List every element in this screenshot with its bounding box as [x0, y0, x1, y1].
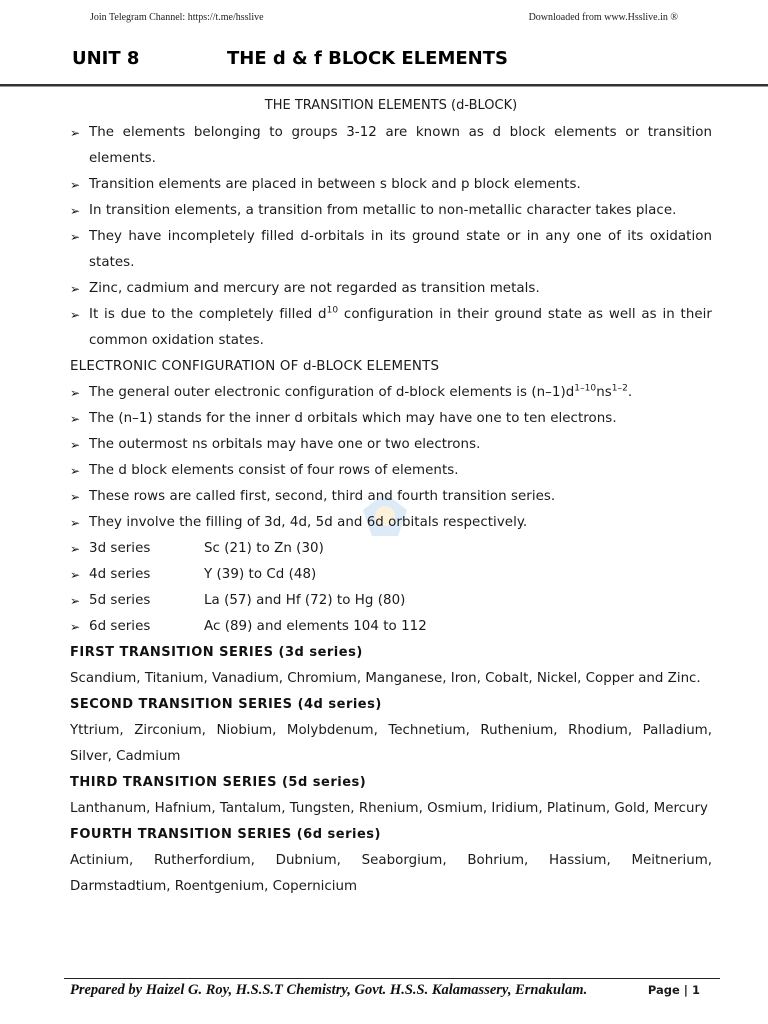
arrow-bullet-icon: ➢ [70, 178, 81, 192]
fourth-series-elements: Actinium, Rutherfordium, Dubnium, Seaborgium, Bohrium, Hassium, Meitnerium, Darmstadtium, Roentgenium, Copernicium [70, 853, 712, 894]
arrow-bullet-icon: ➢ [70, 282, 81, 296]
fourth-series-heading: FOURTH TRANSITION SERIES (6d series) [70, 827, 381, 842]
arrow-bullet-icon: ➢ [70, 568, 81, 582]
arrow-bullet-icon: ➢ [70, 204, 81, 218]
arrow-bullet-icon: ➢ [70, 438, 81, 452]
configuration-list [70, 380, 712, 640]
series-row-4d: ➢ 4d series Y (39) to Cd (48) [70, 562, 712, 588]
arrow-bullet-icon: ➢ [70, 542, 81, 556]
third-series-elements: Lanthanum, Hafnium, Tantalum, Tungsten, Rhenium, Osmium, Iridium, Platinum, Gold, Mercury [70, 801, 708, 816]
arrow-bullet-icon: ➢ [70, 308, 81, 322]
list-item: ➢ It is due to the completely filled $d^{10}$ configuration in their ground state as well as in their common oxidation states. [70, 302, 712, 354]
first-series-heading: FIRST TRANSITION SERIES (3d series) [70, 645, 363, 660]
list-item: ➢ Zinc, cadmium and mercury are not regarded as transition metals. [70, 276, 712, 302]
top-bar [90, 12, 678, 23]
list-item: ➢ The general outer electronic configuration of d-block elements is $(n-1)d^{1-10}ns^{1-2}$. [70, 380, 712, 406]
second-series-elements: Yttrium, Zirconium, Niobium, Molybdenum, Technetium, Ruthenium, Rhodium, Palladium, Silver, Cadmium [70, 723, 712, 764]
list-item: ➢ In transition elements, a transition from metallic to non-metallic character takes place. [70, 198, 712, 224]
list-item: ➢ Transition elements are placed in between s block and p block elements. [70, 172, 712, 198]
unit-number: UNIT 8 [72, 48, 140, 69]
telegram-link-text[interactable]: Join Telegram Channel: https://t.me/hsslive [90, 12, 264, 23]
series-row-6d: ➢ 6d series Ac (89) and elements 104 to 112 [70, 614, 712, 640]
arrow-bullet-icon: ➢ [70, 620, 81, 634]
download-source-text[interactable]: Downloaded from www.Hsslive.in ® [528, 12, 678, 23]
list-item: ➢ The (n–1) stands for the inner d orbitals which may have one to ten electrons. [70, 406, 712, 432]
arrow-bullet-icon: ➢ [70, 230, 81, 244]
arrow-bullet-icon: ➢ [70, 464, 81, 478]
list-item: ➢ They have incompletely filled d-orbitals in its ground state or in any one of its oxidation states. [70, 224, 712, 276]
unit-title: THE d & f BLOCK ELEMENTS [227, 48, 508, 69]
list-item: ➢ The d block elements consist of four rows of elements. [70, 458, 712, 484]
series-row-3d: ➢ 3d series Sc (21) to Zn (30) [70, 536, 712, 562]
page-number: Page | 1 [647, 983, 700, 997]
arrow-bullet-icon: ➢ [70, 412, 81, 426]
transition-elements-list [70, 120, 712, 354]
arrow-bullet-icon: ➢ [70, 594, 81, 608]
section-title-electronic-configuration: ELECTRONIC CONFIGURATION OF d-BLOCK ELEMENTS [70, 359, 440, 374]
footer-divider [64, 978, 720, 979]
author-credit: Prepared by Haizel G. Roy, H.S.S.T Chemistry, Govt. H.S.S. Kalamassery, Ernakulam. [70, 982, 588, 998]
unit-header [72, 48, 728, 69]
list-item: ➢ The outermost ns orbitals may have one or two electrons. [70, 432, 712, 458]
arrow-bullet-icon: ➢ [70, 386, 81, 400]
list-item: ➢ They involve the filling of 3d, 4d, 5d and 6d orbitals respectively. [70, 510, 712, 536]
series-row-5d: ➢ 5d series La (57) and Hf (72) to Hg (80) [70, 588, 712, 614]
section-title-transition-elements: THE TRANSITION ELEMENTS (d-BLOCK) [264, 98, 518, 113]
list-item: ➢ These rows are called first, second, third and fourth transition series. [70, 484, 712, 510]
arrow-bullet-icon: ➢ [70, 126, 81, 140]
page-footer [70, 982, 700, 999]
second-series-heading: SECOND TRANSITION SERIES (4d series) [70, 697, 382, 712]
header-divider [0, 84, 768, 86]
arrow-bullet-icon: ➢ [70, 516, 81, 530]
arrow-bullet-icon: ➢ [70, 490, 81, 504]
document-body [70, 96, 712, 900]
list-item: ➢ The elements belonging to groups 3-12 are known as d block elements or transition elements. [70, 120, 712, 172]
third-series-heading: THIRD TRANSITION SERIES (5d series) [70, 775, 367, 790]
first-series-elements: Scandium, Titanium, Vanadium, Chromium, Manganese, Iron, Cobalt, Nickel, Copper and Zinc. [70, 671, 701, 686]
